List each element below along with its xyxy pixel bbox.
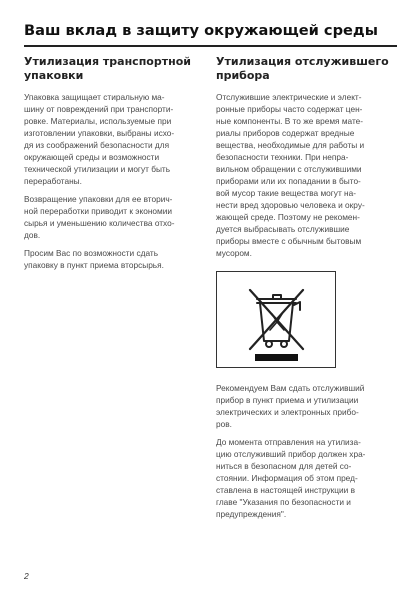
- packaging-paragraph-1: Упаковка защищает стиральную ма- шину от повреждений при транспорти- ровке. Материалы, используемые при изготовлении упаковки, выбраны исхо- дя из соображений безопасности для окружающей среды и возможности технической утилизации и могут быть переработаны.: [24, 92, 175, 186]
- left-column: [24, 55, 196, 277]
- packaging-paragraph-3: Просим Вас по возможности сдать упаковку в пункт приема вторсырья.: [24, 248, 164, 270]
- appliance-paragraph-1: Отслужившие электрические и элект- ронные приборы часто содержат цен- ные компоненты. В то же время мате- риалы приборов содержат вредные вещества, необходимые для работы и безопасности техники. При непра- вильном обращении с отслужившими приборами или их попадании в быто- вой мусор такие вещества могут на- нести вред здоровью человека и окру- жающей среде. Поэтому не рекомен- дуется выбрасывать отслужившие приборы вместе с обычным бытовым мусором.: [216, 92, 365, 258]
- appliance-paragraph-2: Рекомендуем Вам сдать отслуживший прибор в пункт приема и утилизации электрических и электронных прибо- ров.: [216, 383, 365, 429]
- page-title: Ваш вклад в защиту окружающей среды: [24, 22, 378, 39]
- crossed-out-wheelie-bin-icon: [217, 272, 335, 367]
- packaging-paragraph-2: Возвращение упаковки для ее вторич- ной переработки приводит к экономии сырья и уменьшению количества отхо- дов.: [24, 194, 175, 240]
- weee-symbol-box: [216, 271, 336, 368]
- appliance-disposal-heading: Утилизация отслужившего прибора: [216, 55, 389, 82]
- right-column: [216, 55, 396, 526]
- page-number: 2: [24, 571, 29, 581]
- appliance-paragraph-3: До момента отправления на утилиза- цию отслуживший прибор должен хра- ниться в безопасном для детей со- стоянии. Информация об этом пред- ставлена в настоящей инструкции в главе "Указания по безопасности и предупреждения".: [216, 437, 366, 519]
- packaging-disposal-heading: Утилизация транспортной упаковки: [24, 55, 191, 82]
- title-divider: [24, 45, 397, 47]
